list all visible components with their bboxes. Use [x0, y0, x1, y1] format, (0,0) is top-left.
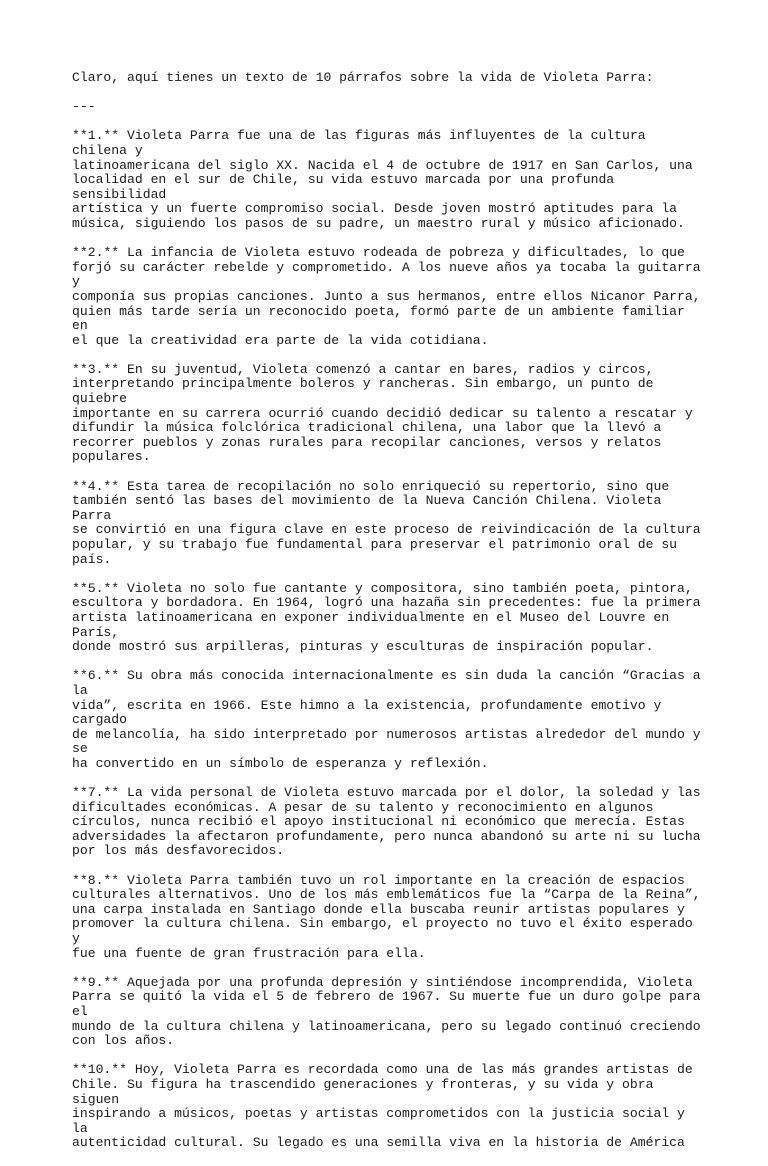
paragraph-9: **9.** Aquejada por una profunda depresión y sintiéndose incomprendida, Violeta Parra se quitó la vida el 5 de febrero de 1967. Su muerte fue un duro golpe para el mundo de la cultura chilena y latinoamericana, pero su legado continuó creciendo con los años.	[72, 974, 701, 1049]
paragraph-3: **3.** En su juventud, Violeta comenzó a cantar en bares, radios y circos, interpretando principalmente boleros y rancheras. Sin embargo, un punto de quiebre importante en su carrera ocurrió cuando decidió dedicar su talento a rescatar y difundir la música folclórica tradicional chilena, una labor que la llevó a recorrer pueblos y zonas rurales para recopilar canciones, versos y relatos populares.	[72, 361, 693, 465]
paragraph-6: **6.** Su obra más conocida internacionalmente es sin duda la canción “Gracias a la vida”, escrita en 1966. Este himno a la existencia, profundamente emotivo y cargado de melancolía, ha sido interpretado por numerosos artistas alrededor del mundo y se ha convertido en un símbolo de esperanza y reflexión.	[72, 668, 701, 771]
paragraph-4: **4.** Esta tarea de recopilación no solo enriqueció su repertorio, sino que también sentó las bases del movimiento de la Nueva Canción Chilena. Violeta Parra se convirtió en una figura clave en este proceso de reivindicación de la cultura popular, y su trabajo fue fundamental para preservar el patrimonio oral de su país.	[72, 478, 701, 567]
paragraph-5: **5.** Violeta no solo fue cantante y compositora, sino también poeta, pintora, escultora y bordadora. En 1964, logró una hazaña sin precedentes: fue la primera artista latinoamericana en exponer individualmente en el Museo del Louvre en París, donde mostró sus arpilleras, pinturas y esculturas de inspiración popular.	[72, 580, 701, 655]
paragraph-7: **7.** La vida personal de Violeta estuvo marcada por el dolor, la soledad y las dificultades económicas. A pesar de su talento y reconocimiento en algunos círculos, nunca recibió el apoyo institucional ni económico que merecía. Estas adversidades la afectaron profundamente, pero nunca abandonó su arte ni su lucha por los más desfavorecidos.	[72, 785, 701, 859]
paragraph-2: **2.** La infancia de Violeta estuvo rodeada de pobreza y dificultades, lo que forjó su carácter rebelde y comprometido. A los nueve años ya tocaba la guitarra y componía sus propias canciones. Junto a sus hermanos, entre ellos Nicanor Parra, quien más tarde sería un reconocido poeta, formó parte de un ambiente familiar en el que la creatividad era parte de la vida cotidiana.	[72, 245, 701, 348]
paragraph-1: **1.** Violeta Parra fue una de las figuras más influyentes de la cultura chilena y latinoamericana del siglo XX. Nacida el 4 de octubre de 1917 en San Carlos, una localidad en el sur de Chile, su vida estuvo marcada por una profunda sensibilidad artística y un fuerte compromiso social. Desde joven mostró aptitudes para la música, siguiendo los pasos de su padre, un maestro rural y músico aficionado.	[72, 128, 693, 231]
intro-text: Claro, aquí tienes un texto de 10 párrafos sobre la vida de Violeta Parra:	[72, 70, 654, 85]
paragraph-8: **8.** Violeta Parra también tuvo un rol importante en la creación de espacios culturales alternativos. Uno de los más emblemáticos fue la “Carpa de la Reina”, una carpa instalada en Santiago donde ella buscaba reunir artistas populares y promover la cultura chilena. Sin embargo, el proyecto no tuvo el éxito esperado y fue una fuente de gran frustración para ella.	[72, 872, 701, 961]
document-page	[72, 71, 702, 1166]
separator-line: ---	[72, 99, 96, 115]
paragraph-10: **10.** Hoy, Violeta Parra es recordada como una de las más grandes artistas de Chile. Su figura ha trascendido generaciones y fronteras, y su vida y obra siguen inspirando a músicos, poetas y artistas comprometidos con la justicia social y la autenticidad cultural. Su legado es una semilla viva en la historia de América	[72, 1062, 693, 1151]
